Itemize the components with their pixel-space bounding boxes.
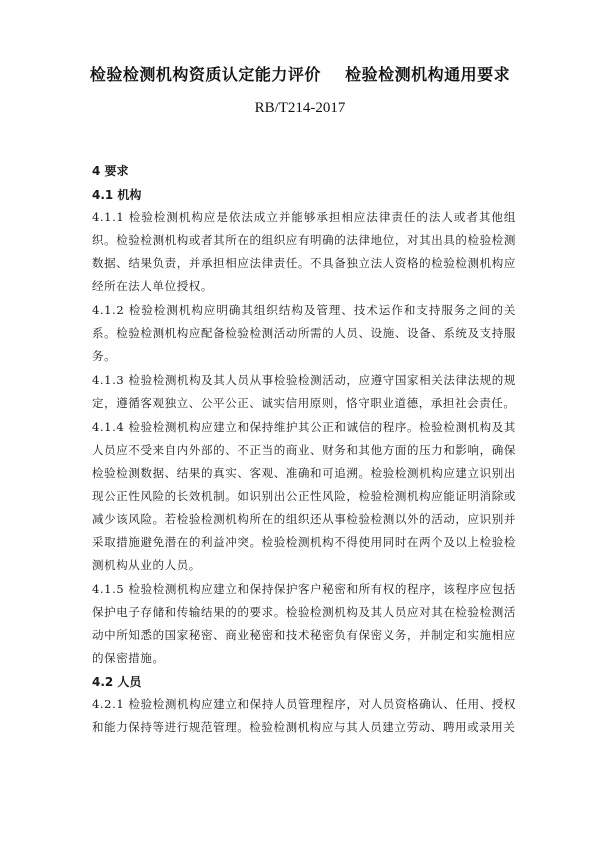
document-title: 检验检测机构资质认定能力评价 检验检测机构通用要求 xyxy=(89,65,511,84)
section-heading-4-1: 4.1 机构 xyxy=(92,188,142,202)
clause-4-1-5: 4.1.5 检验检测机构应建立和保持保护客户秘密和所有权的程序，该程序应包括保护电子存储和传输结果的的要求。检验检测机构及其人员应对其在检验检测活动中所知悉的国家秘密、商业秘密和技术秘密负有保密义务，并制定和实施相应的保密措施。 xyxy=(92,582,516,665)
standard-code: RB/T214-2017 xyxy=(254,100,346,116)
clause-4-1-3: 4.1.3 检验检测机构及其人员从事检验检测活动，应遵守国家相关法律法规的规定，遵循客观独立、公平公正、诚实信用原则，恪守职业道德，承担社会责任。 xyxy=(92,373,516,410)
document-body xyxy=(92,160,516,739)
clause-4-2-1: 4.2.1 检验检测机构应建立和保持人员管理程序，对人员资格确认、任用、授权和能力保持等进行规范管理。检验检测机构应与其人员建立劳动、聘用或录用关 xyxy=(92,697,516,734)
clause-4-1-4: 4.1.4 检验检测机构应建立和保持维护其公正和诚信的程序。检验检测机构及其人员应不受来自内外部的、不正当的商业、财务和其他方面的压力和影响，确保检验检测数据、结果的真实、客观、准确和可追溯。检验检测机构应建立识别出现公正性风险的长效机制。如识别出公正性风险，检验检测机构应能证明消除或减少该风险。若检验检测机构所在的组织还从事检验检测以外的活动，应识别并采取措施避免潜在的利益冲突。检验检测机构不得使用同时在两个及以上检验检测机构从业的人员。 xyxy=(92,420,516,572)
section-heading-4: 4 要求 xyxy=(92,164,129,178)
clause-4-1-1: 4.1.1 检验检测机构应是依法成立并能够承担相应法律责任的法人或者其他组织。检验检测机构或者其所在的组织应有明确的法律地位，对其出具的检验检测数据、结果负责，并承担相应法律责任。不具备独立法人资格的检验检测机构应经所在法人单位授权。 xyxy=(92,210,516,293)
section-heading-4-2: 4.2 人员 xyxy=(92,675,142,689)
clause-4-1-2: 4.1.2 检验检测机构应明确其组织结构及管理、技术运作和支持服务之间的关系。检验检测机构应配备检验检测活动所需的人员、设施、设备、系统及支持服务。 xyxy=(92,303,516,363)
